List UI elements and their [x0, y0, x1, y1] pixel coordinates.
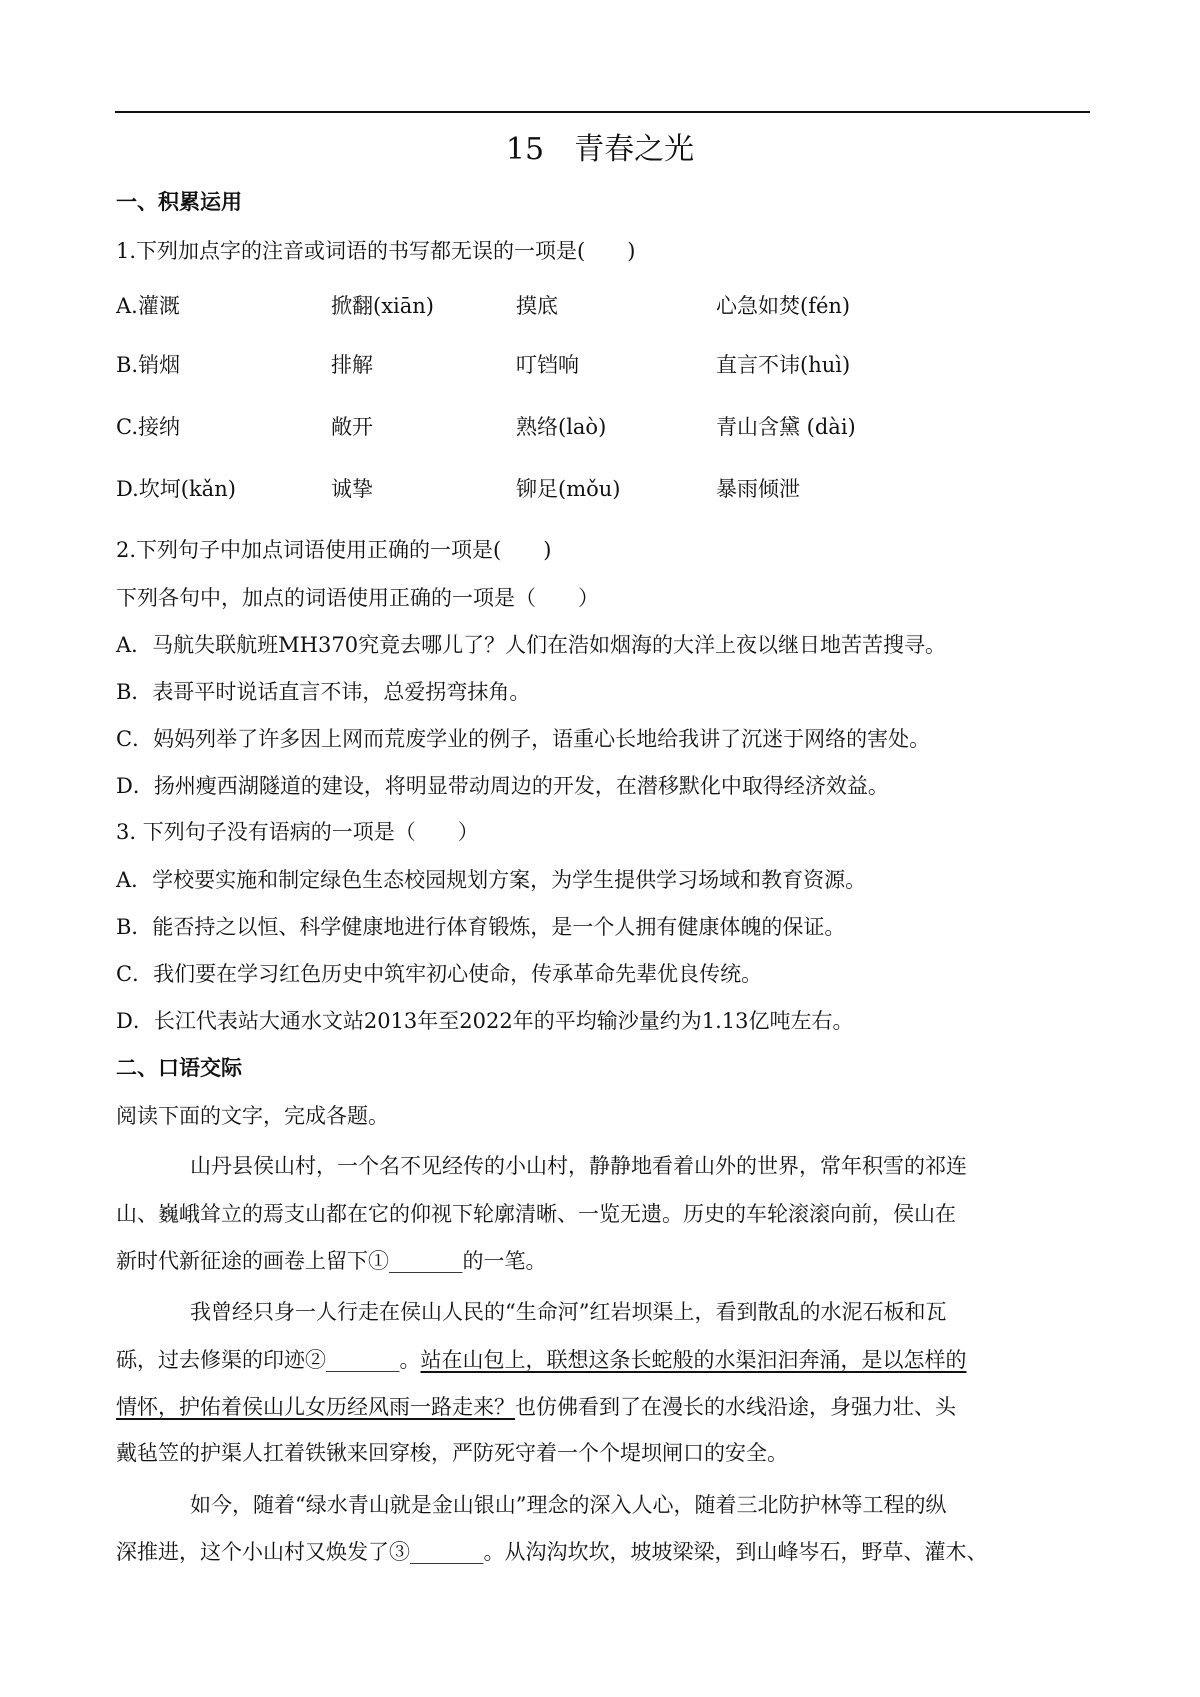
- q1-option-row-a: [116, 291, 1096, 321]
- passage-p2-line1: 我曾经只身一人行走在侯山人民的“生命河”红岩坝渠上，看到散乱的水泥石板和瓦: [190, 1300, 947, 1324]
- q1-a-3: 摸底: [516, 294, 558, 318]
- q3-option-b: B．能否持之以恒、科学健康地进行体育锻炼，是一个人拥有健康体魄的保证。: [116, 915, 846, 939]
- q1-b-4: 直言不讳(huì): [716, 353, 851, 377]
- passage-p2-line3-text: 也仿佛看到了在漫长的水线沿途，身强力壮、头: [515, 1395, 956, 1419]
- q1-stem: 1.下列加点字的注音或词语的书写都无误的一项是( ): [116, 239, 636, 263]
- q1-d-3: 铆足(mǒu): [516, 477, 621, 501]
- q1-option-row-b: [116, 350, 1096, 380]
- q2-option-c: C．妈妈列举了许多因上网而荒废学业的例子，语重心长地给我讲了沉迷于网络的害处。: [116, 727, 931, 751]
- passage-p2-line3: [116, 1392, 956, 1422]
- q1-b-3: 叮铛响: [516, 353, 579, 377]
- q1-c-4: 青山含黛 (dài): [716, 415, 856, 439]
- underlined-sentence-part2: 情怀，护佑着侯山儿女历经风雨一路走来？: [116, 1395, 515, 1419]
- passage-p2-line2: [116, 1345, 967, 1375]
- passage-p3-line2: 深推进，这个小山村又焕发了③_______。从沟沟坎坎，坡坡梁梁，到山峰岑石，野草、灌木、: [116, 1540, 988, 1564]
- passage-p1-line3: 新时代新征途的画卷上留下①_______的一笔。: [116, 1249, 547, 1273]
- q1-option-row-d: [116, 474, 1096, 504]
- q3-stem: 3. 下列句子没有语病的一项是（ ）: [116, 820, 479, 844]
- passage-p2-line4: 戴毡笠的护渠人扛着铁锹来回穿梭，严防死守着一个个堤坝闸口的安全。: [116, 1441, 788, 1465]
- q1-d-1: D.坎坷(kǎn): [116, 477, 236, 501]
- q1-c-1: C.接纳: [116, 415, 180, 439]
- q2-stem: 2.下列句子中加点词语使用正确的一项是( ): [116, 538, 552, 562]
- passage-p1-line1: 山丹县侯山村，一个名不见经传的小山村，静静地看着山外的世界，常年积雪的祁连: [190, 1154, 967, 1178]
- header-rule: [115, 111, 1090, 113]
- q1-d-2: 诚挚: [331, 477, 373, 501]
- passage-p2-line2-text: 砾，过去修渠的印迹②_______。: [116, 1348, 421, 1372]
- section-heading-1: 一、积累运用: [116, 190, 242, 214]
- q1-c-3: 熟络(laò): [516, 415, 607, 439]
- q2-sub-stem: 下列各句中，加点的词语使用正确的一项是（ ）: [116, 586, 599, 610]
- q1-c-2: 敞开: [331, 415, 373, 439]
- q1-d-4: 暴雨倾泄: [716, 477, 800, 501]
- q3-option-a: A．学校要实施和制定绿色生态校园规划方案，为学生提供学习场域和教育资源。: [116, 868, 867, 892]
- q1-a-4: 心急如焚(fén): [716, 294, 851, 318]
- passage-intro: 阅读下面的文字，完成各题。: [116, 1104, 389, 1128]
- page-title: 15 青春之光: [505, 132, 695, 167]
- q1-option-row-c: [116, 412, 1096, 442]
- q1-b-2: 排解: [331, 353, 373, 377]
- section-heading-2: 二、口语交际: [116, 1056, 242, 1080]
- q3-option-d: D．长江代表站大通水文站2013年至2022年的平均输沙量约为1.13亿吨左右。: [116, 1009, 854, 1033]
- q2-option-d: D．扬州瘦西湖隧道的建设，将明显带动周边的开发，在潜移默化中取得经济效益。: [116, 774, 889, 798]
- passage-p3-line1: 如今，随着“绿水青山就是金山银山”理念的深入人心，随着三北防护林等工程的纵: [190, 1493, 947, 1517]
- q2-option-a: A．马航失联航班MH370究竟去哪儿了？人们在浩如烟海的大洋上夜以继日地苦苦搜寻。: [116, 633, 947, 657]
- underlined-sentence-part1: 站在山包上，联想这条长蛇般的水渠汩汩奔涌，是以怎样的: [420, 1348, 967, 1372]
- q1-a-2: 掀翻(xiān): [331, 294, 434, 318]
- q2-option-b: B．表哥平时说话直言不讳，总爱拐弯抹角。: [116, 680, 531, 704]
- q3-option-c: C．我们要在学习红色历史中筑牢初心使命，传承革命先辈优良传统。: [116, 962, 763, 986]
- passage-p1-line2: 山、巍峨耸立的焉支山都在它的仰视下轮廓清晰、一览无遗。历史的车轮滚滚向前，侯山在: [116, 1202, 956, 1226]
- q1-b-1: B.销烟: [116, 353, 181, 377]
- q1-a-1: A.灌溉: [116, 294, 180, 318]
